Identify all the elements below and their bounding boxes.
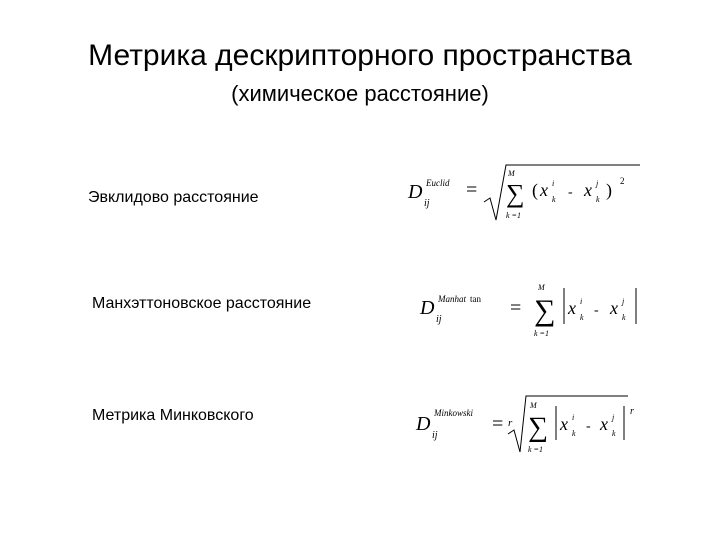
term-x-i-sub: k [552,195,556,204]
euclidean-formula-svg [408,158,648,228]
sum-upper-limit: M [538,283,545,292]
term-x-i-sup: i [572,413,575,422]
close-paren: ) [606,180,612,200]
minkowski-formula [416,390,646,460]
term-x-i-sup: i [580,297,583,306]
minkowski-label: Метрика Минковского [92,407,254,424]
term-x-i: x [540,180,548,200]
minkowski-superscript: Minkowski [434,408,473,418]
distance-symbol: D [416,413,431,435]
index-subscript: ij [432,430,438,441]
sum-lower-limit: k =1 [506,211,521,220]
euclidean-superscript: Euclid [426,178,450,188]
open-paren: ( [532,180,538,200]
euclidean-formula [408,158,648,228]
equals-sign: = [510,297,522,319]
sum-sign: ∑ [534,294,556,327]
slide-subtitle: (химическое расстояние) [231,81,489,106]
power-exponent: 2 [620,176,625,186]
manhattan-formula [420,276,650,346]
equals-sign: = [492,413,504,435]
minus-sign: - [586,419,591,434]
term-x-i: x [560,414,568,434]
term-x-j-sup: j [622,297,625,306]
index-subscript: ij [436,314,442,325]
term-x-i-sub: k [580,313,584,322]
root-index: r [508,417,513,429]
sum-upper-limit: M [530,401,537,410]
term-x-i-sub: k [572,429,576,438]
root-sign [508,396,628,452]
slide-title: Метрика дескрипторного пространства [88,39,632,72]
term-x-j: x [600,414,608,434]
term-x-j: x [584,180,592,200]
term-x-j-sub: k [622,313,626,322]
manhattan-label: Манхэттоновское расстояние [92,295,312,312]
minus-sign: - [594,303,599,318]
minkowski-formula-svg [416,390,646,460]
sum-upper-limit: M [508,169,515,178]
manhattan-superscript-extra: tan [470,294,481,304]
sum-sign: ∑ [528,412,548,443]
term-x-j: x [610,298,618,318]
equals-sign: = [466,179,478,201]
term-x-i: x [568,298,576,318]
distance-symbol: D [408,181,423,203]
euclidean-label: Эвклидово расстояние [88,189,259,206]
term-x-j-sub: k [612,429,616,438]
term-x-i-sup: i [552,179,555,188]
distance-symbol: D [420,297,435,319]
power-exponent: r [630,406,634,417]
term-x-j-sub: k [596,195,600,204]
manhattan-superscript: Manhat [438,294,466,304]
term-x-j-sup: j [612,413,615,422]
sum-lower-limit: k =1 [534,329,549,338]
minus-sign: - [568,185,573,200]
index-subscript: ij [424,198,430,209]
sum-lower-limit: k =1 [528,445,543,454]
sum-sign: ∑ [506,179,525,208]
manhattan-formula-svg [420,276,650,346]
term-x-j-sup: j [596,179,599,188]
